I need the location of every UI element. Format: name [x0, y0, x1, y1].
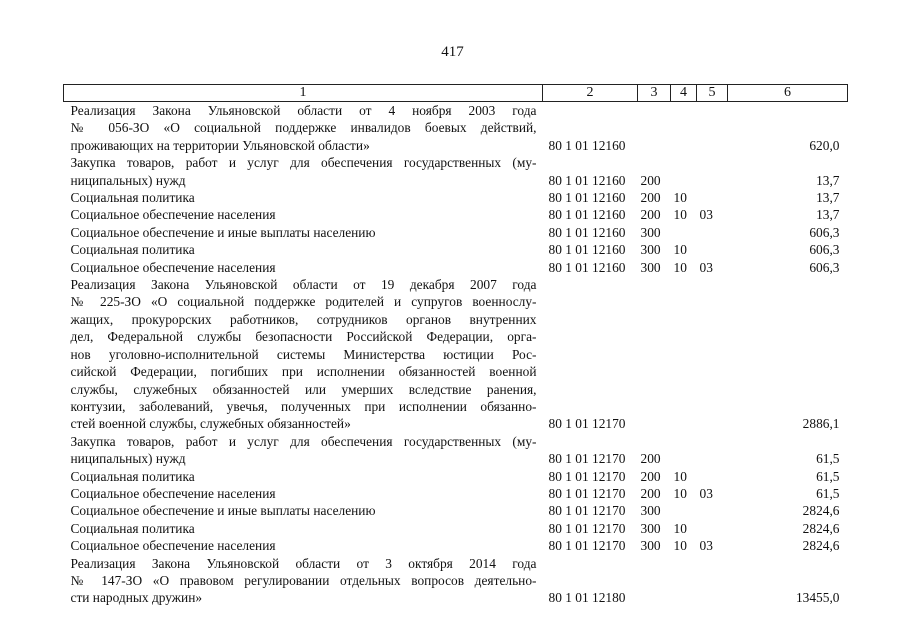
row-expense-type [638, 276, 671, 433]
row-section [671, 276, 697, 433]
row-subsection [697, 224, 728, 241]
row-section: 10 [673, 242, 687, 258]
row-subsection [697, 520, 728, 537]
row-amount: 61,5 [816, 485, 840, 501]
row-description [64, 520, 543, 537]
description-line: проживающих на территории Ульяновской области» [70, 137, 370, 153]
row-amount: 61,5 [816, 468, 840, 484]
row-expense-type: 200 [640, 468, 661, 484]
row-amount: 13,7 [816, 172, 840, 188]
row-target-code: 80 1 01 12170 [548, 468, 626, 484]
row-section: 10 [673, 190, 687, 206]
row-subsection [697, 189, 728, 206]
row-section [671, 102, 697, 155]
row-subsection: 03 [699, 259, 713, 275]
row-expense-type: 200 [640, 190, 661, 206]
row-expense-type [638, 102, 671, 155]
description-line: Социальная политика [70, 468, 195, 484]
description-line: Социальная политика [70, 520, 195, 536]
table-row [64, 537, 848, 554]
row-target-code: 80 1 01 12170 [548, 416, 626, 432]
row-description [64, 485, 543, 502]
description-line: Закупка товаров, работ и услуг для обеспечения государственных (му- [70, 433, 537, 449]
table-body [64, 102, 848, 607]
row-amount: 620,0 [809, 137, 840, 153]
row-description [64, 259, 543, 276]
row-amount: 13455,0 [795, 590, 840, 606]
row-expense-type: 200 [640, 451, 661, 467]
row-expense-type: 300 [640, 503, 661, 519]
row-section: 10 [673, 520, 687, 536]
column-number-3: 3 [638, 85, 671, 102]
row-target-code: 80 1 01 12160 [548, 172, 626, 188]
description-line: Реализация Закона Ульяновской области от 19 декабря 2007 года [70, 277, 537, 293]
row-amount: 13,7 [816, 190, 840, 206]
row-subsection [697, 241, 728, 258]
table-row [64, 259, 848, 276]
description-line: нов уголовно-исполнительной системы Министерства юстиции Рос- [70, 346, 537, 362]
description-line: Реализация Закона Ульяновской области от 4 ноября 2003 года [70, 103, 537, 118]
description-line: сти народных дружин» [70, 590, 203, 606]
row-subsection: 03 [699, 538, 713, 554]
row-section: 10 [673, 538, 687, 554]
row-target-code: 80 1 01 12180 [548, 590, 626, 606]
description-line: Социальное обеспечение и иные выплаты населению [70, 503, 376, 519]
page-number: 417 [441, 44, 464, 60]
row-description [64, 502, 543, 519]
row-subsection [697, 502, 728, 519]
row-target-code: 80 1 01 12160 [548, 259, 626, 275]
row-subsection [697, 276, 728, 433]
row-expense-type: 200 [640, 172, 661, 188]
table-row [64, 555, 848, 607]
row-subsection [697, 102, 728, 155]
row-description [64, 154, 543, 189]
description-line: Социальное обеспечение населения [70, 259, 276, 275]
description-line: Социальная политика [70, 242, 195, 258]
row-target-code: 80 1 01 12160 [548, 242, 626, 258]
table-row [64, 433, 848, 468]
row-subsection [697, 468, 728, 485]
row-subsection: 03 [699, 485, 713, 501]
row-expense-type: 300 [640, 259, 661, 275]
column-number-6: 6 [728, 85, 848, 102]
budget-table [63, 84, 848, 607]
description-line: № 225-ЗО «О социальной поддержке родителей и супругов военнослу- [70, 294, 537, 310]
table-row [64, 468, 848, 485]
row-expense-type: 300 [640, 520, 661, 536]
column-number-5: 5 [697, 85, 728, 102]
row-expense-type: 200 [640, 485, 661, 501]
row-amount: 2824,6 [802, 538, 840, 554]
row-amount: 2824,6 [802, 503, 840, 519]
row-description [64, 102, 543, 155]
row-target-code: 80 1 01 12160 [548, 137, 626, 153]
table-row [64, 154, 848, 189]
row-section [671, 224, 697, 241]
row-amount: 606,3 [809, 242, 840, 258]
table-row [64, 502, 848, 519]
row-amount: 606,3 [809, 259, 840, 275]
description-line: Социальное обеспечение населения [70, 485, 276, 501]
row-target-code: 80 1 01 12170 [548, 503, 626, 519]
description-line: службы, служебных обязанностей или умерших вследствие ранения, [70, 381, 537, 397]
row-expense-type [638, 555, 671, 607]
row-subsection [697, 433, 728, 468]
row-amount: 2886,1 [802, 416, 840, 432]
row-section: 10 [673, 468, 687, 484]
row-section [671, 433, 697, 468]
row-expense-type: 300 [640, 224, 661, 240]
row-target-code: 80 1 01 12160 [548, 224, 626, 240]
table-row [64, 276, 848, 433]
table-row [64, 241, 848, 258]
description-line: дел, Федеральной службы безопасности Российской Федерации, орга- [70, 329, 537, 345]
row-description [64, 555, 543, 607]
row-target-code: 80 1 01 12160 [548, 190, 626, 206]
budget-table-sheet [63, 84, 847, 607]
row-target-code: 80 1 01 12170 [548, 520, 626, 536]
row-amount: 61,5 [816, 451, 840, 467]
row-amount: 606,3 [809, 224, 840, 240]
column-number-header-row [64, 85, 848, 102]
description-line: ниципальных) нужд [70, 451, 186, 467]
row-subsection [697, 154, 728, 189]
description-line: Социальное обеспечение населения [70, 207, 276, 223]
row-target-code: 80 1 01 12170 [548, 451, 626, 467]
row-subsection: 03 [699, 207, 713, 223]
description-line: № 056-ЗО «О социальной поддержке инвалидов боевых действий, [70, 120, 537, 136]
row-expense-type: 300 [640, 242, 661, 258]
row-amount: 13,7 [816, 207, 840, 223]
table-row [64, 520, 848, 537]
row-section [671, 502, 697, 519]
table-row [64, 485, 848, 502]
description-line: ниципальных) нужд [70, 172, 186, 188]
column-number-1: 1 [64, 85, 543, 102]
table-row [64, 189, 848, 206]
description-line: Социальное обеспечение населения [70, 538, 276, 554]
row-description [64, 189, 543, 206]
row-expense-type: 200 [640, 207, 661, 223]
row-description [64, 241, 543, 258]
column-number-4: 4 [671, 85, 697, 102]
row-expense-type: 300 [640, 538, 661, 554]
description-line: стей военной службы, служебных обязанностей» [70, 416, 351, 432]
column-number-2: 2 [543, 85, 638, 102]
row-description [64, 433, 543, 468]
table-row [64, 224, 848, 241]
row-description [64, 276, 543, 433]
description-line: Реализация Закона Ульяновской области от 3 октября 2014 года [70, 555, 537, 571]
description-line: Закупка товаров, работ и услуг для обеспечения государственных (му- [70, 155, 537, 171]
row-description [64, 224, 543, 241]
description-line: контузии, заболеваний, увечья, полученных при исполнении обязанно- [70, 398, 537, 414]
row-subsection [697, 555, 728, 607]
row-section: 10 [673, 207, 687, 223]
row-section: 10 [673, 485, 687, 501]
row-description [64, 206, 543, 223]
row-description [64, 537, 543, 554]
row-description [64, 468, 543, 485]
row-section [671, 154, 697, 189]
row-section: 10 [673, 259, 687, 275]
row-section [671, 555, 697, 607]
description-line: сийской Федерации, погибших при исполнении обязанностей военной [70, 364, 537, 380]
row-target-code: 80 1 01 12170 [548, 538, 626, 554]
description-line: Социальное обеспечение и иные выплаты населению [70, 224, 376, 240]
row-target-code: 80 1 01 12170 [548, 485, 626, 501]
description-line: жащих, прокурорских работников, сотрудников органов внутренних [70, 311, 537, 327]
table-row [64, 206, 848, 223]
description-line: № 147-ЗО «О правовом регулировании отдельных вопросов деятельно- [70, 572, 537, 588]
description-line: Социальная политика [70, 190, 195, 206]
table-row [64, 102, 848, 155]
row-amount: 2824,6 [802, 520, 840, 536]
row-target-code: 80 1 01 12160 [548, 207, 626, 223]
